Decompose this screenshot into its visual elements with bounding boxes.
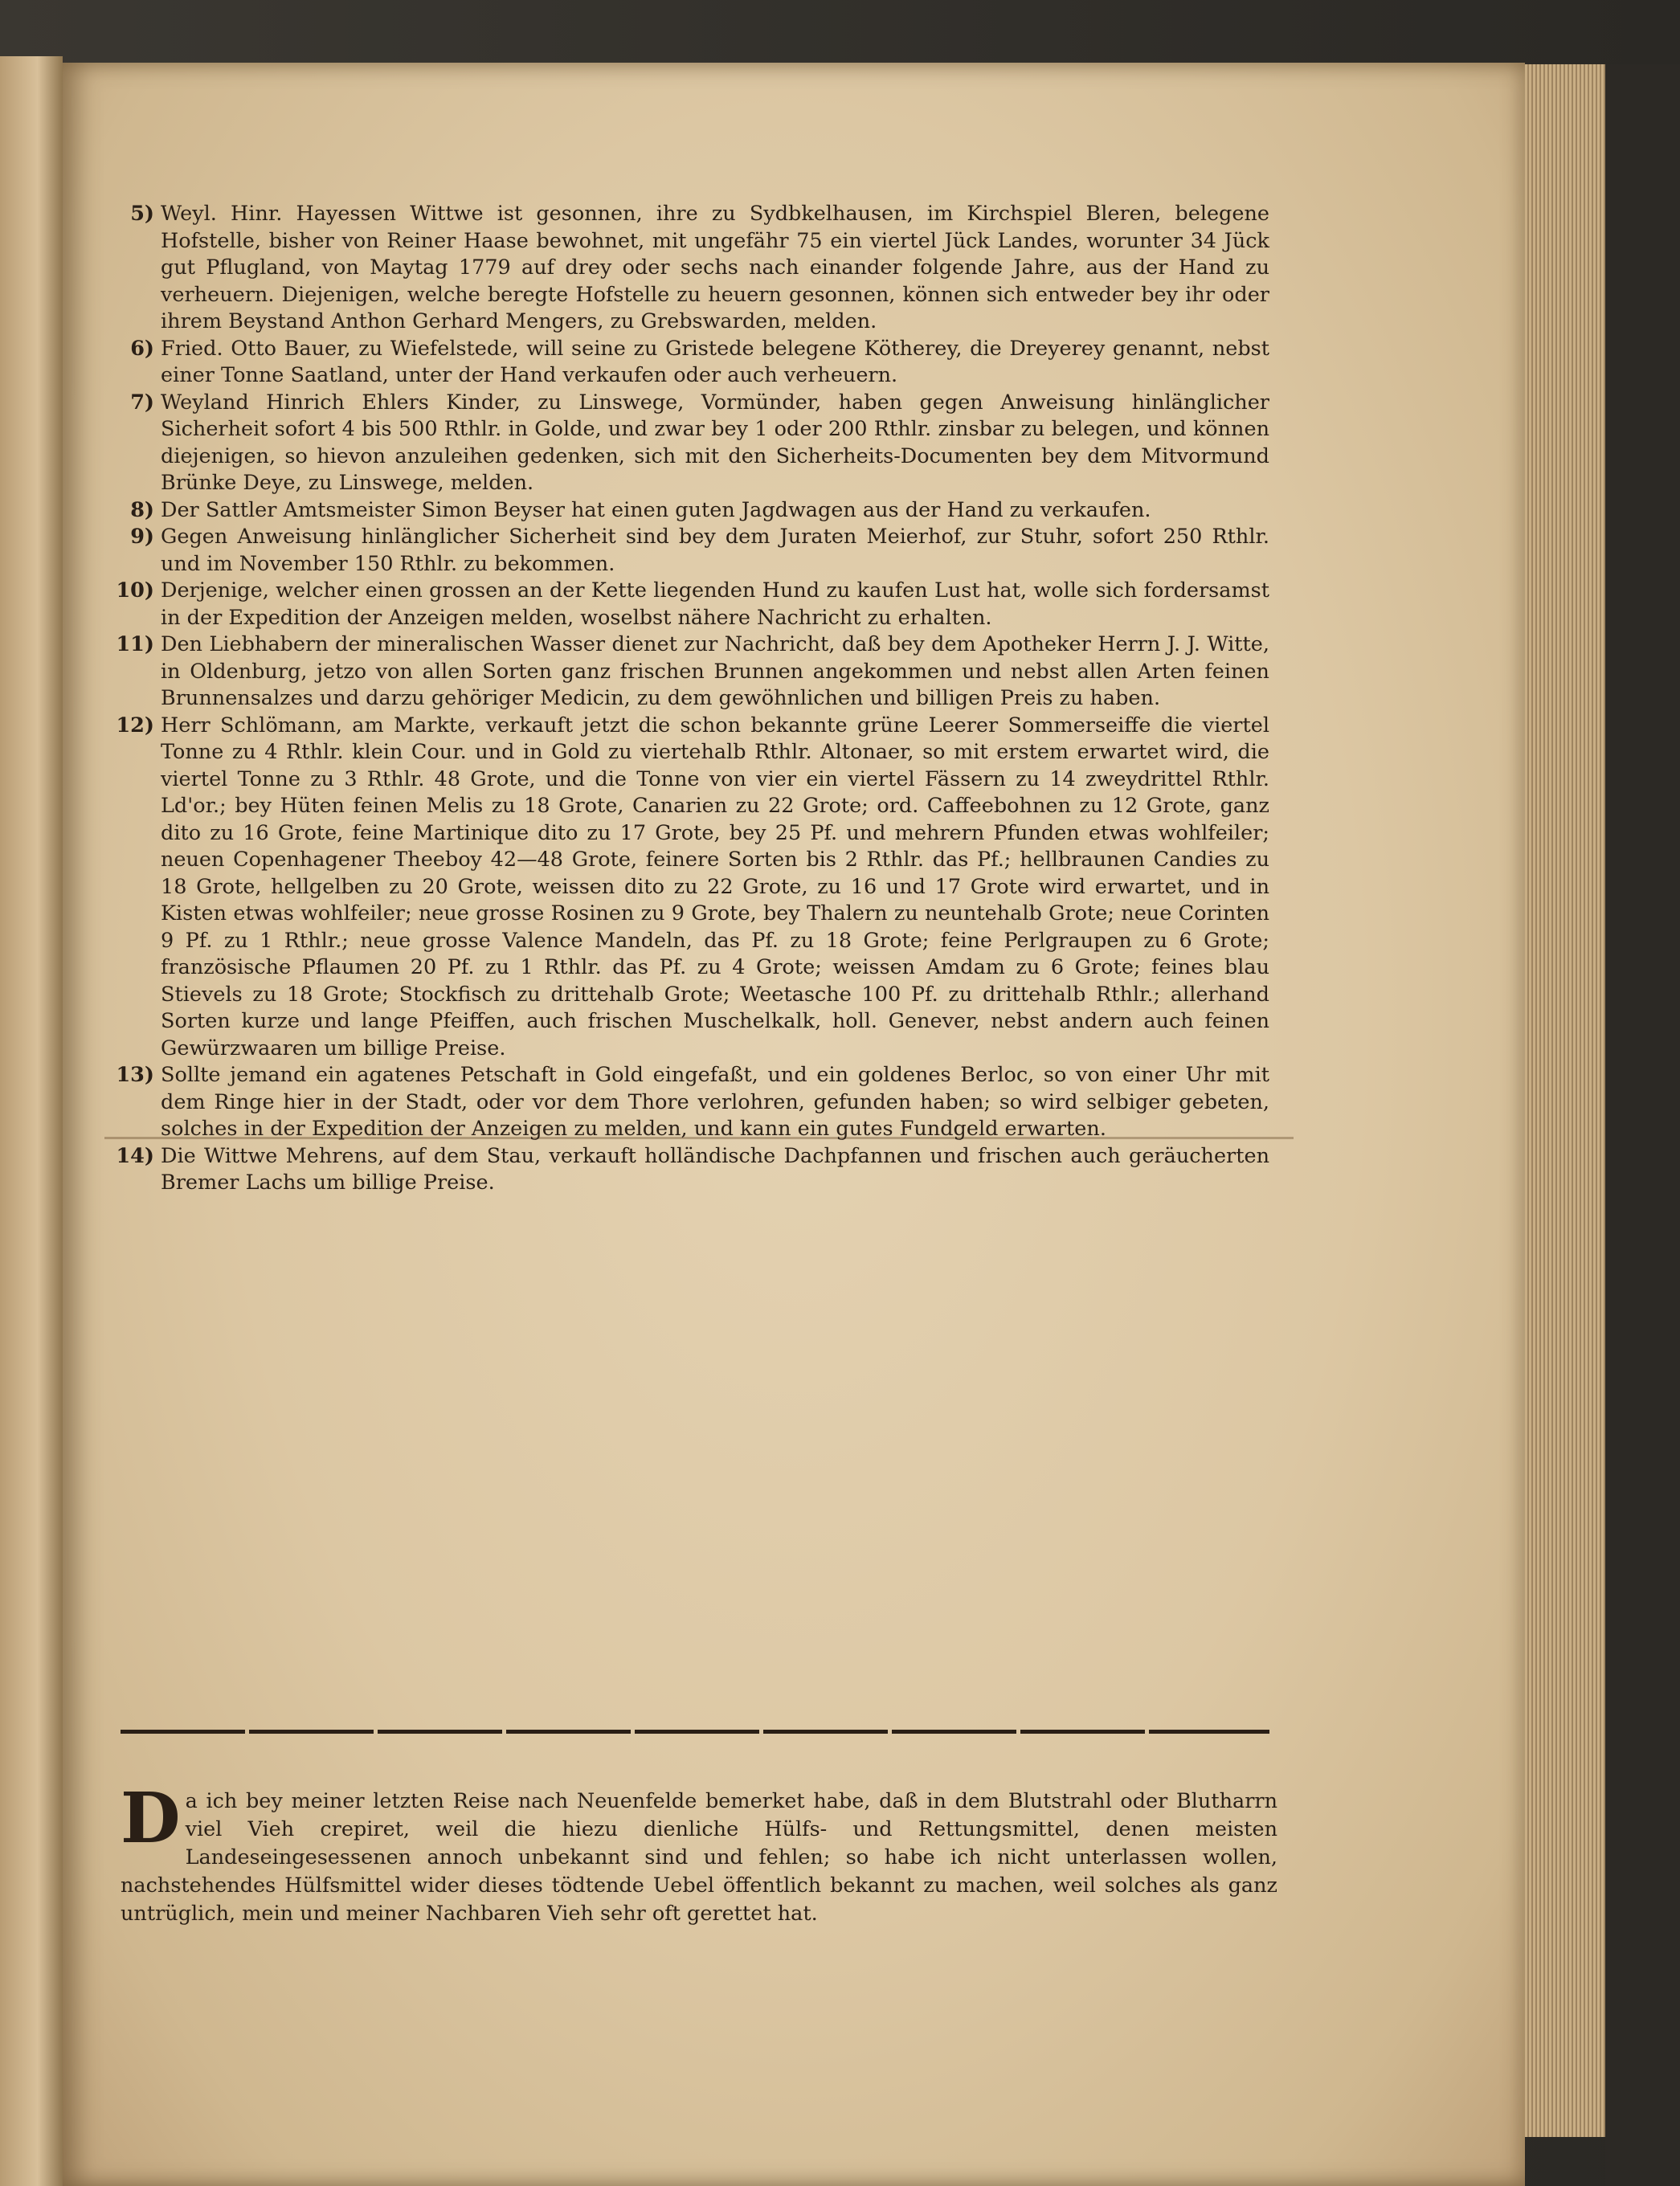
list-item bbox=[104, 631, 1269, 713]
list-item bbox=[104, 578, 1269, 631]
drop-cap: D bbox=[121, 1778, 181, 1859]
item-text: Gegen Anweisung hinlänglicher Sicherheit sind bey dem Juraten Meierhof, zur Stuhr, sofort 250 Rthlr. und im November 150 Rthlr. zu bekommen. bbox=[161, 525, 1269, 576]
item-text: Der Sattler Amtsmeister Simon Beyser hat einen guten Jagdwagen aus der Hand zu verkaufen. bbox=[161, 497, 1151, 522]
list-item bbox=[104, 336, 1269, 390]
list-item bbox=[104, 1062, 1269, 1143]
section-divider bbox=[121, 1730, 1269, 1734]
notice-text: a ich bey meiner letzten Reise nach Neuenfelde bemerket habe, daß in dem Blutstrahl oder Blutharrn viel Vieh crepiret, weil die hiezu dienliche Hülfs- und Rettungsmittel, denen meisten Landeseingesessenen annoch unbekannt sind und fehlen; so habe ich nicht unterlassen wollen, nachstehendes Hülfsmittel wider dieses tödtende Uebel öffentlich bekannt zu machen, weil solches als ganz untrüglich, mein und meiner Nachbaren Vieh sehr oft gerettet hat. bbox=[121, 1789, 1277, 1926]
item-number: 8) bbox=[130, 497, 154, 522]
scan-border bbox=[1605, 64, 1680, 2186]
item-number: 9) bbox=[130, 525, 154, 549]
item-text: Weyl. Hinr. Hayessen Wittwe ist gesonnen, ihre zu Sydbkelhausen, im Kirchspiel Bleren, belegene Hofstelle, bisher von Reiner Haase bewohnet, mit ungefähr 75 ein viertel Jück Landes, worunter 34 Jück gut Pflugland, von Maytag 1779 auf drey oder sechs nach einander folgende Jahre, aus der Hand zu verheuern. Diejenigen, welche beregte Hofstelle zu heuern gesonnen, können sich entweder bey ihr oder ihrem Beystand Anthon Gerhard Mengers, zu Grebswarden, melden. bbox=[161, 202, 1269, 333]
item-number: 7) bbox=[130, 390, 154, 415]
list-item bbox=[104, 713, 1269, 1063]
list-item bbox=[104, 390, 1269, 497]
item-text: Fried. Otto Bauer, zu Wiefelstede, will seine zu Gristede belegene Kötherey, die Dreyerey genannt, nebst einer Tonne Saatland, unter der Hand verkaufen oder auch verheuern. bbox=[161, 336, 1269, 387]
item-text: Derjenige, welcher einen grossen an der Kette liegenden Hund zu kaufen Lust hat, wolle sich fordersamst in der Expedition der Anzeigen melden, woselbst nähere Nachricht zu erhalten. bbox=[161, 578, 1269, 630]
item-number: 10) bbox=[116, 578, 154, 603]
facing-page-edge bbox=[0, 56, 63, 2186]
item-number: 14) bbox=[116, 1143, 154, 1168]
notice-paragraph bbox=[121, 1778, 1277, 1928]
list-item bbox=[104, 1143, 1269, 1197]
item-number: 12) bbox=[116, 713, 154, 738]
advertisement-list bbox=[104, 201, 1269, 1197]
item-number: 5) bbox=[130, 202, 154, 226]
list-item bbox=[104, 497, 1269, 525]
item-number: 11) bbox=[116, 632, 154, 656]
item-text: Sollte jemand ein agatenes Petschaft in Gold eingefaßt, und ein goldenes Berloc, so von einer Uhr mit dem Ringe hier in der Stadt, oder vor dem Thore verlohren, gefunden haben; so wird selbiger gebeten, solches in der Expedition der Anzeigen zu melden, und kann ein gutes Fundgeld erwarten. bbox=[161, 1063, 1269, 1141]
item-number: 6) bbox=[130, 336, 154, 361]
item-number: 13) bbox=[116, 1063, 154, 1087]
list-item bbox=[104, 524, 1269, 578]
list-item bbox=[104, 201, 1269, 336]
item-text: Die Wittwe Mehrens, auf dem Stau, verkauft holländische Dachpfannen und frischen auch geräucherten Bremer Lachs um billige Preise. bbox=[161, 1143, 1269, 1195]
page-edges bbox=[1525, 64, 1605, 2137]
item-text: Herr Schlömann, am Markte, verkauft jetzt die schon bekannte grüne Leerer Sommerseiffe die viertel Tonne zu 4 Rthlr. klein Cour. und in Gold zu viertehalb Rthlr. Altonaer, so mit erstem erwartet wird, die viertel Tonne zu 3 Rthlr. 48 Grote, und die Tonne von vier ein viertel Fässern zu 14 zweydrittel Rthlr. Ld'or.; bey Hüten feinen Melis zu 18 Grote, Canarien zu 22 Grote; ord. Caffeebohnen zu 12 Grote, ganz dito zu 16 Grote, feine Martinique dito zu 17 Grote, bey 25 Pf. und mehrern Pfunden etwas wohlfeiler; neuen Copenhagener Theeboy 42—48 Grote, feinere Sorten bis 2 Rthlr. das Pf.; hellbraunen Candies zu 18 Grote, hellgelben zu 20 Grote, weissen dito zu 22 Grote, zu 16 und 17 Grote wird erwartet, und in Kisten etwas wohlfeiler; neue grosse Rosinen zu 9 Grote, bey Thalern zu neuntehalb Grote; neue Corinten 9 Pf. zu 1 Rthlr.; neue grosse Valence Mandeln, das Pf. zu 18 Grote; feine Perlgraupen zu 6 Grote; französische Pflaumen 20 Pf. zu 1 Rthlr. das Pf. zu 4 Grote; weissen Amdam zu 6 Grote; feines blau Stievels zu 18 Grote; Stockfisch zu drittehalb Grote; Weetasche 100 Pf. zu drittehalb Rthlr.; allerhand Sorten kurze und lange Pfeiffen, auch frischen Muschelkalk, holl. Genever, nebst andern auch feinen Gewürzwaaren um billige Preise. bbox=[161, 713, 1269, 1060]
item-text: Weyland Hinrich Ehlers Kinder, zu Linswege, Vormünder, haben gegen Anweisung hinlänglicher Sicherheit sofort 4 bis 500 Rthlr. in Golde, und zwar bey 1 oder 200 Rthlr. zinsbar zu belegen, und können diejenigen, so hievon anzuleihen gedenken, sich mit den Sicherheits-Documenten bey dem Mitvormund Brünke Deye, zu Linswege, melden. bbox=[161, 390, 1269, 495]
item-text: Den Liebhabern der mineralischen Wasser dienet zur Nachricht, daß bey dem Apotheker Herrn J. J. Witte, in Oldenburg, jetzo von allen Sorten ganz frischen Brunnen angekommen und nebst allen Arten feinen Brunnensalzes und darzu gehöriger Medicin, zu dem gewöhnlichen und billigen Preis zu haben. bbox=[161, 632, 1269, 710]
